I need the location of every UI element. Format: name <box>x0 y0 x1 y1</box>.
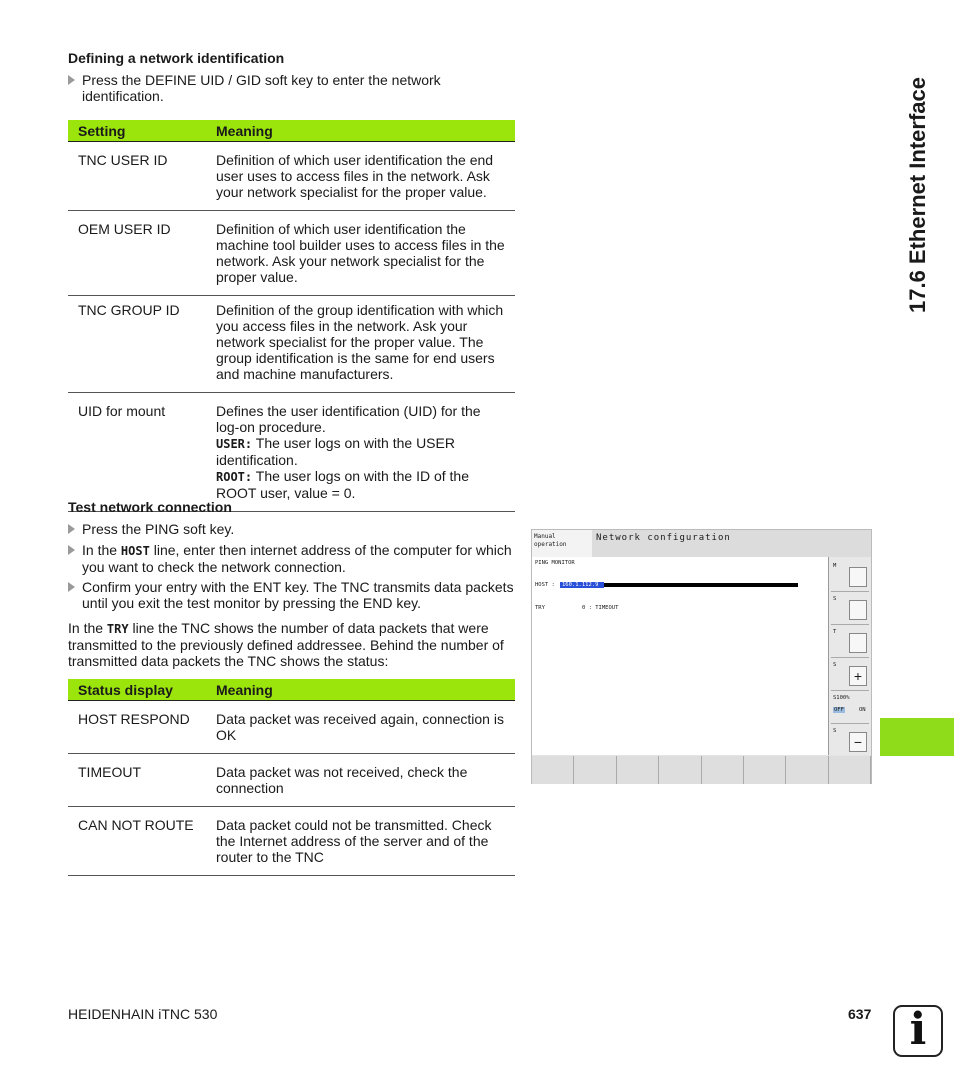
info-icon <box>893 1005 943 1057</box>
meaning-cell <box>210 393 515 512</box>
chapter-title-text: 17.6 Ethernet Interface <box>905 77 930 313</box>
table-row <box>68 701 515 754</box>
softkey-blank <box>829 756 871 784</box>
ping-monitor-label: PING MONITOR <box>535 560 575 566</box>
bullet-arrow-icon <box>68 75 75 85</box>
vertical-softkey-column <box>829 557 871 755</box>
softkey-label: S <box>833 728 837 734</box>
meaning-cell: Definition of which user identification the machine tool builder uses to access files in the network. Ask your network specialist for the proper value. <box>210 211 515 296</box>
col-header-status: Status display <box>68 679 210 701</box>
softkey-blank <box>702 756 744 784</box>
setting-cell: TNC USER ID <box>68 142 210 211</box>
table-row <box>68 754 515 807</box>
softkey-label: T <box>833 629 837 635</box>
meaning-cell: Definition of which user identification the end user uses to access files in the network. Ask your network specialist for the proper value. <box>210 142 515 211</box>
step-text: line, enter then internet address of the computer for which you want to check the network connection. <box>82 542 512 575</box>
host-label: HOST : <box>535 582 555 588</box>
meaning-cell: Data packet was not received, check the connection <box>210 754 515 807</box>
step-text: Press the PING soft key. <box>82 521 235 537</box>
off-label: OFF <box>834 707 844 713</box>
operating-mode-label <box>532 530 592 557</box>
section-heading-network-id: Defining a network identification <box>68 50 285 66</box>
softkey-t <box>831 627 869 658</box>
softkey-blank <box>532 756 574 784</box>
host-value: 160.1.112.9 <box>562 582 599 588</box>
screen-title: Network configuration <box>592 530 871 557</box>
keyword-root: ROOT: <box>216 470 253 484</box>
softkey-s-plus <box>831 660 869 691</box>
softkey-blank <box>786 756 828 784</box>
softkey-s <box>831 594 869 625</box>
tnc-screen-figure <box>531 529 872 784</box>
bullet-arrow-icon <box>68 582 75 592</box>
paragraph-text: In the <box>68 620 107 636</box>
softkey-blank <box>659 756 701 784</box>
status-cell: TIMEOUT <box>68 754 210 807</box>
instruction-step <box>68 72 522 104</box>
softkey-label: M <box>833 563 837 569</box>
meaning-cell: Data packet could not be transmitted. Check the Internet address of the server and of the router to the TNC <box>210 807 515 876</box>
softkey-blank <box>574 756 616 784</box>
instruction-step <box>68 521 522 537</box>
mode-line: operation <box>534 541 567 548</box>
col-header-meaning: Meaning <box>210 120 515 142</box>
spindle-icon <box>849 600 867 620</box>
instruction-step <box>68 579 522 611</box>
step-text: Confirm your entry with the ENT key. The TNC transmits data packets until you exit the test monitor by pressing the END key. <box>82 579 514 611</box>
status-table <box>68 679 515 876</box>
softkey-label: S <box>833 596 837 602</box>
softkey-spindle-override <box>831 693 869 724</box>
keyword-user: USER: <box>216 437 253 451</box>
meaning-text: The user logs on with the USER identification. <box>216 435 455 468</box>
status-cell: CAN NOT ROUTE <box>68 807 210 876</box>
tool-icon <box>849 633 867 653</box>
col-header-setting: Setting <box>68 120 210 142</box>
softkey-label: S <box>833 662 837 668</box>
setting-cell: UID for mount <box>68 393 210 512</box>
page-number: 637 <box>848 1006 872 1022</box>
softkey-s-minus <box>831 726 869 757</box>
softkey-row <box>532 756 871 784</box>
setting-cell: TNC GROUP ID <box>68 296 210 393</box>
footer-manual-name: HEIDENHAIN iTNC 530 <box>68 1006 218 1022</box>
table-row <box>68 296 515 393</box>
table-row <box>68 807 515 876</box>
table-row <box>68 393 515 512</box>
status-cell: HOST RESPOND <box>68 701 210 754</box>
paragraph-text: line the TNC shows the number of data packets that were transmitted to the previously defined addressee. Behind the number of transmitted data packets the TNC shows the status: <box>68 620 504 669</box>
softkey-blank <box>617 756 659 784</box>
table-row <box>68 211 515 296</box>
table-row <box>68 142 515 211</box>
instruction-step <box>68 542 522 575</box>
step-text: In the <box>82 542 121 558</box>
ping-monitor-panel <box>532 557 829 755</box>
body-paragraph <box>68 620 513 669</box>
on-label: ON <box>859 707 866 713</box>
chapter-thumb-tab <box>880 718 954 756</box>
settings-table <box>68 120 515 512</box>
minus-icon: − <box>849 732 867 752</box>
chapter-title-vertical <box>895 50 940 340</box>
meaning-text: The user logs on with the ID of the ROOT user, value = 0. <box>216 468 469 501</box>
keyword-try: TRY <box>106 622 129 636</box>
step-text: Press the DEFINE UID / GID soft key to enter the network identification. <box>82 72 441 104</box>
bullet-arrow-icon <box>68 545 75 555</box>
meaning-cell: Data packet was received again, connection is OK <box>210 701 515 754</box>
machine-icon <box>849 567 867 587</box>
softkey-m <box>831 561 869 592</box>
setting-cell: OEM USER ID <box>68 211 210 296</box>
section-heading-test-connection: Test network connection <box>68 499 232 515</box>
softkey-blank <box>744 756 786 784</box>
bullet-arrow-icon <box>68 524 75 534</box>
plus-icon: + <box>849 666 867 686</box>
meaning-text: Defines the user identification (UID) for the log-on procedure. <box>216 403 481 435</box>
softkey-label: S100% <box>833 695 850 701</box>
keyword-host: HOST <box>120 544 150 558</box>
meaning-cell: Definition of the group identification with which you access files in the network. Ask your network specialist for the proper value. The group identification is the same for end users and machine manufacturers. <box>210 296 515 393</box>
try-value: 0 : TIMEOUT <box>582 605 619 611</box>
try-label: TRY <box>535 605 545 611</box>
mode-line: Manual <box>534 533 556 540</box>
info-glyph: i <box>909 1004 927 1055</box>
col-header-meaning: Meaning <box>210 679 515 701</box>
